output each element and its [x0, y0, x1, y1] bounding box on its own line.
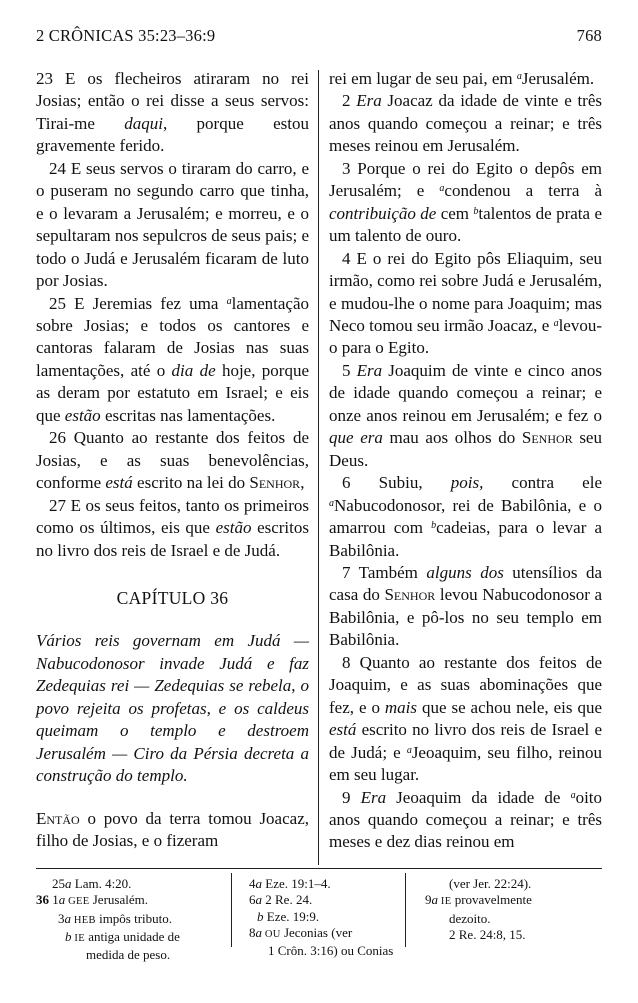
footnote-ref: 25	[52, 876, 65, 891]
footnote-letter: a	[58, 892, 66, 908]
verse-text: que se achou nele, eis que	[417, 697, 602, 717]
verse-text: levou-o para o Egito.	[329, 315, 602, 358]
italic-word: Era	[356, 91, 382, 111]
footnote-entry-continued: 2 Re. 24:8, 15.	[449, 926, 526, 942]
verse-text: 4 E o rei do Egito pôs Eliaquim, seu irmão, como rei sobre Judá e Jerusalém, e mudou-lhe o nome para Joaquim; mas Neco tomou seu irmão Joacaz, e	[329, 248, 602, 335]
footnote-ref: 9	[425, 892, 432, 908]
italic-word: está	[329, 720, 357, 740]
verse-number: 2	[342, 91, 357, 111]
verse-26	[36, 427, 309, 494]
verse-text: hoje, porque as deram por estatuto em Israel; e eis que	[36, 360, 309, 425]
verse-text: escrito na lei do	[132, 473, 250, 493]
footnote-entry[interactable]	[239, 892, 404, 908]
italic-word: Era	[360, 787, 387, 807]
footnote-text: 2 Re. 24.	[262, 892, 313, 908]
footnote-text: Jeconias (ver	[280, 924, 353, 940]
footnotes-column-2	[239, 876, 404, 959]
verse-27	[36, 495, 309, 562]
verse-text: 3 Porque o rei do Egito o depôs em Jerusalém; e	[329, 158, 602, 201]
footnote-letter: b	[65, 928, 72, 944]
footnote-abbr: IE	[438, 896, 452, 908]
footnote-abbr: HEB	[71, 914, 96, 926]
footnote-entry-continued: medida de peso.	[86, 947, 171, 963]
summary-text: o povo rejeita os profetas, e os caldeus queimam o templo e destroem Jerusalém — Ciro da Pérsia decreta a construção do templo.	[36, 676, 309, 786]
footnote-ref: 8	[249, 924, 256, 940]
verse-text: escritos no livro dos reis de Israel e de Judá.	[36, 518, 309, 560]
verse-text: escritas nas lamentações.	[100, 405, 276, 425]
italic-word: que era	[329, 428, 383, 448]
footnote-marker[interactable]: a	[439, 183, 445, 195]
footnote-abbr: GEE	[65, 896, 90, 908]
italic-word: dia de	[171, 360, 216, 380]
footnote-chapter: 36	[36, 892, 49, 908]
footnote-column-divider	[231, 873, 232, 947]
verse-text: rei em lugar de seu pai, em	[329, 69, 517, 88]
footnote-text: antiga unidade de	[84, 928, 180, 944]
verse-9	[329, 787, 602, 854]
running-header	[36, 26, 602, 54]
verse-text: o povo da terra tomou Joacaz, filho de Josias, e o fizeram	[36, 808, 309, 851]
footnote-ref: 4	[249, 876, 256, 891]
verse-opening-word: Então	[36, 808, 80, 828]
verse-4	[329, 248, 602, 360]
footnote-marker[interactable]: b	[473, 205, 479, 217]
verse-text: talentos de prata e um talento de ouro.	[329, 203, 602, 246]
verse-text: , porque estou gravemente ferido.	[36, 113, 309, 156]
verse-1-continued	[329, 68, 602, 90]
verse-5	[329, 360, 602, 472]
summary-separator: ,	[291, 676, 301, 696]
footnote-entry[interactable]	[239, 876, 404, 892]
footnote-marker[interactable]: a	[516, 71, 522, 82]
footnote-marker[interactable]: a	[329, 497, 334, 509]
italic-word: pois,	[450, 473, 484, 493]
footnote-entry[interactable]	[239, 925, 404, 943]
footnote-letter: a	[255, 924, 262, 940]
footnote-marker[interactable]: a	[406, 744, 412, 756]
verse-25	[36, 293, 309, 428]
verse-1	[36, 808, 309, 853]
footnote-letter: a	[65, 876, 72, 891]
footnote-entry[interactable]	[52, 911, 227, 929]
verse-text: oito anos quando começou a reinar; e três meses e dez dias reinou em	[329, 787, 603, 852]
footnote-text: impôs tributo.	[95, 910, 173, 926]
verse-number: 9	[342, 787, 361, 807]
verse-text: 7 Também	[342, 562, 427, 582]
footnote-ref: 3	[58, 910, 65, 926]
verse-7	[329, 562, 602, 652]
column-divider	[318, 70, 319, 865]
verse-text: mau aos olhos do	[382, 428, 522, 448]
footnotes-column-1	[36, 876, 227, 963]
verse-text: Nabucodonosor, rei de Babilônia, e o amarrou com	[329, 495, 602, 538]
footnote-abbr: IE	[71, 932, 85, 944]
footnote-text: Eze. 19:9.	[263, 908, 320, 924]
chapter-heading: CAPÍTULO 36	[116, 587, 229, 608]
lord-small-caps: Senhor	[249, 473, 301, 493]
verse-text: levou Nabucodonosor a Babilônia, e pô-los no seu templo em Babilônia.	[329, 585, 602, 650]
verse-text: Joaquim de vinte e cinco anos de idade quando começou a reinar; e onze anos reinou em Jerusalém; e fez o	[329, 360, 602, 425]
footnote-column-divider	[405, 873, 406, 947]
verse-text: lamentação sobre Josias; e todos os cantores e cantoras falaram de Josias nas suas lamentações, até o	[36, 293, 309, 380]
verse-6	[329, 472, 602, 562]
lord-small-caps: Senhor	[521, 428, 573, 448]
verse-text: Jeoaquim, seu filho, reinou em seu lugar.	[329, 742, 602, 785]
italic-word: alguns dos	[426, 562, 504, 582]
footnote-entry[interactable]	[36, 892, 227, 910]
verse-text: cadeias, para o levar a Babilônia.	[329, 518, 603, 560]
italic-word: está	[105, 473, 133, 493]
verse-text: Joacaz da idade de vinte e três anos quando começou a reinar; e três meses reinou em Jerusalém.	[329, 91, 602, 156]
italic-word: mais	[384, 697, 418, 717]
verse-8	[329, 652, 602, 787]
verse-text: seu Deus.	[329, 428, 602, 470]
footnote-abbr: OU	[262, 928, 281, 940]
footnote-letter: b	[257, 908, 264, 924]
verse-number: 5	[342, 360, 357, 380]
italic-word: estão	[64, 405, 101, 425]
footnote-text: provavelmente	[451, 892, 532, 908]
footnote-text: Eze. 19:1–4.	[262, 876, 331, 891]
footnote-text: Jerusalém.	[89, 892, 148, 908]
chapter-summary	[36, 630, 309, 787]
lord-small-caps: Senhor	[384, 585, 436, 605]
footnote-marker[interactable]: a	[226, 295, 232, 307]
footnote-entry[interactable]	[52, 929, 227, 947]
right-column	[329, 68, 602, 854]
italic-word: Era	[356, 360, 383, 380]
verse-text: contra ele	[483, 473, 602, 493]
footnotes-column-3	[409, 876, 599, 943]
footnote-text: Lam. 4:20.	[71, 876, 132, 891]
footnote-ref: 6	[249, 892, 256, 908]
verse-text: condenou a terra à	[444, 181, 602, 201]
page-number: 768	[576, 26, 602, 45]
footnote-marker[interactable]: a	[553, 317, 559, 329]
footnote-marker[interactable]: a	[570, 789, 576, 801]
verse-3	[329, 158, 602, 248]
verse-text: 8 Quanto ao restante dos feitos de Joaquim, e as suas abominações que fez, e o	[329, 652, 602, 717]
verse-23	[36, 68, 309, 158]
running-title: 2 CRÔNICAS 35:23–36:9	[36, 26, 216, 45]
verse-text: utensílios da casa do	[329, 562, 602, 605]
verse-text: escrito no livro dos reis de Israel e de Judá; e	[329, 720, 602, 762]
verse-text: 25 E Jeremias fez uma	[49, 293, 227, 313]
footnote-entry-continued: dezoito.	[449, 910, 491, 926]
verse-text: 26 Quanto ao restante dos feitos de Josias, e as suas benevolências, conforme	[36, 428, 309, 493]
footnote-entry[interactable]	[409, 892, 599, 910]
footnote-entry[interactable]	[52, 876, 227, 892]
verse-text: cem	[436, 203, 474, 223]
footnote-entry-continued: 1 Crôn. 3:16) ou Conias	[268, 943, 394, 959]
verse-24: 24 E seus servos o tiraram do carro, e o puseram no segundo carro que tinha, e o levaram a Jerusalém; e morreu, e o sepultaram nos sepulcros de seus pais; e todo o Judá e Jerusalém ficaram de luto por Josias.	[36, 158, 309, 291]
verse-text: Jeoaquim da idade de	[386, 787, 571, 807]
footnote-separator	[36, 868, 602, 869]
verse-text: 6 Subiu,	[342, 473, 451, 493]
footnote-entry[interactable]	[239, 909, 404, 925]
footnote-letter: a	[255, 876, 262, 891]
footnote-letter: a	[431, 892, 438, 908]
summary-text: Vários reis governam em Judá — Nabucodonosor invade Judá e faz Zedequias rei — Zedequias se rebela	[36, 631, 309, 696]
italic-word: estão	[215, 518, 252, 538]
verse-text: 27 E os seus feitos, tanto os primeiros como os últimos, eis que	[36, 495, 309, 538]
footnote-marker[interactable]: b	[431, 520, 437, 532]
italic-word: daqui	[124, 113, 163, 133]
footnote-letter: a	[64, 910, 71, 926]
verse-text: 23 E os flecheiros atiraram no rei Josias; então o rei disse a seus servos: Tirai-me	[36, 69, 309, 133]
verse-text: Jerusalém.	[521, 69, 595, 88]
footnote-ref: 1	[49, 892, 59, 908]
footnote-entry-continued: (ver Jer. 22:24).	[449, 876, 532, 891]
left-column	[36, 68, 309, 853]
footnote-letter: a	[255, 892, 262, 908]
verse-2	[329, 90, 602, 157]
verse-text: ,	[300, 473, 305, 493]
italic-word: contribuição de	[329, 203, 437, 223]
